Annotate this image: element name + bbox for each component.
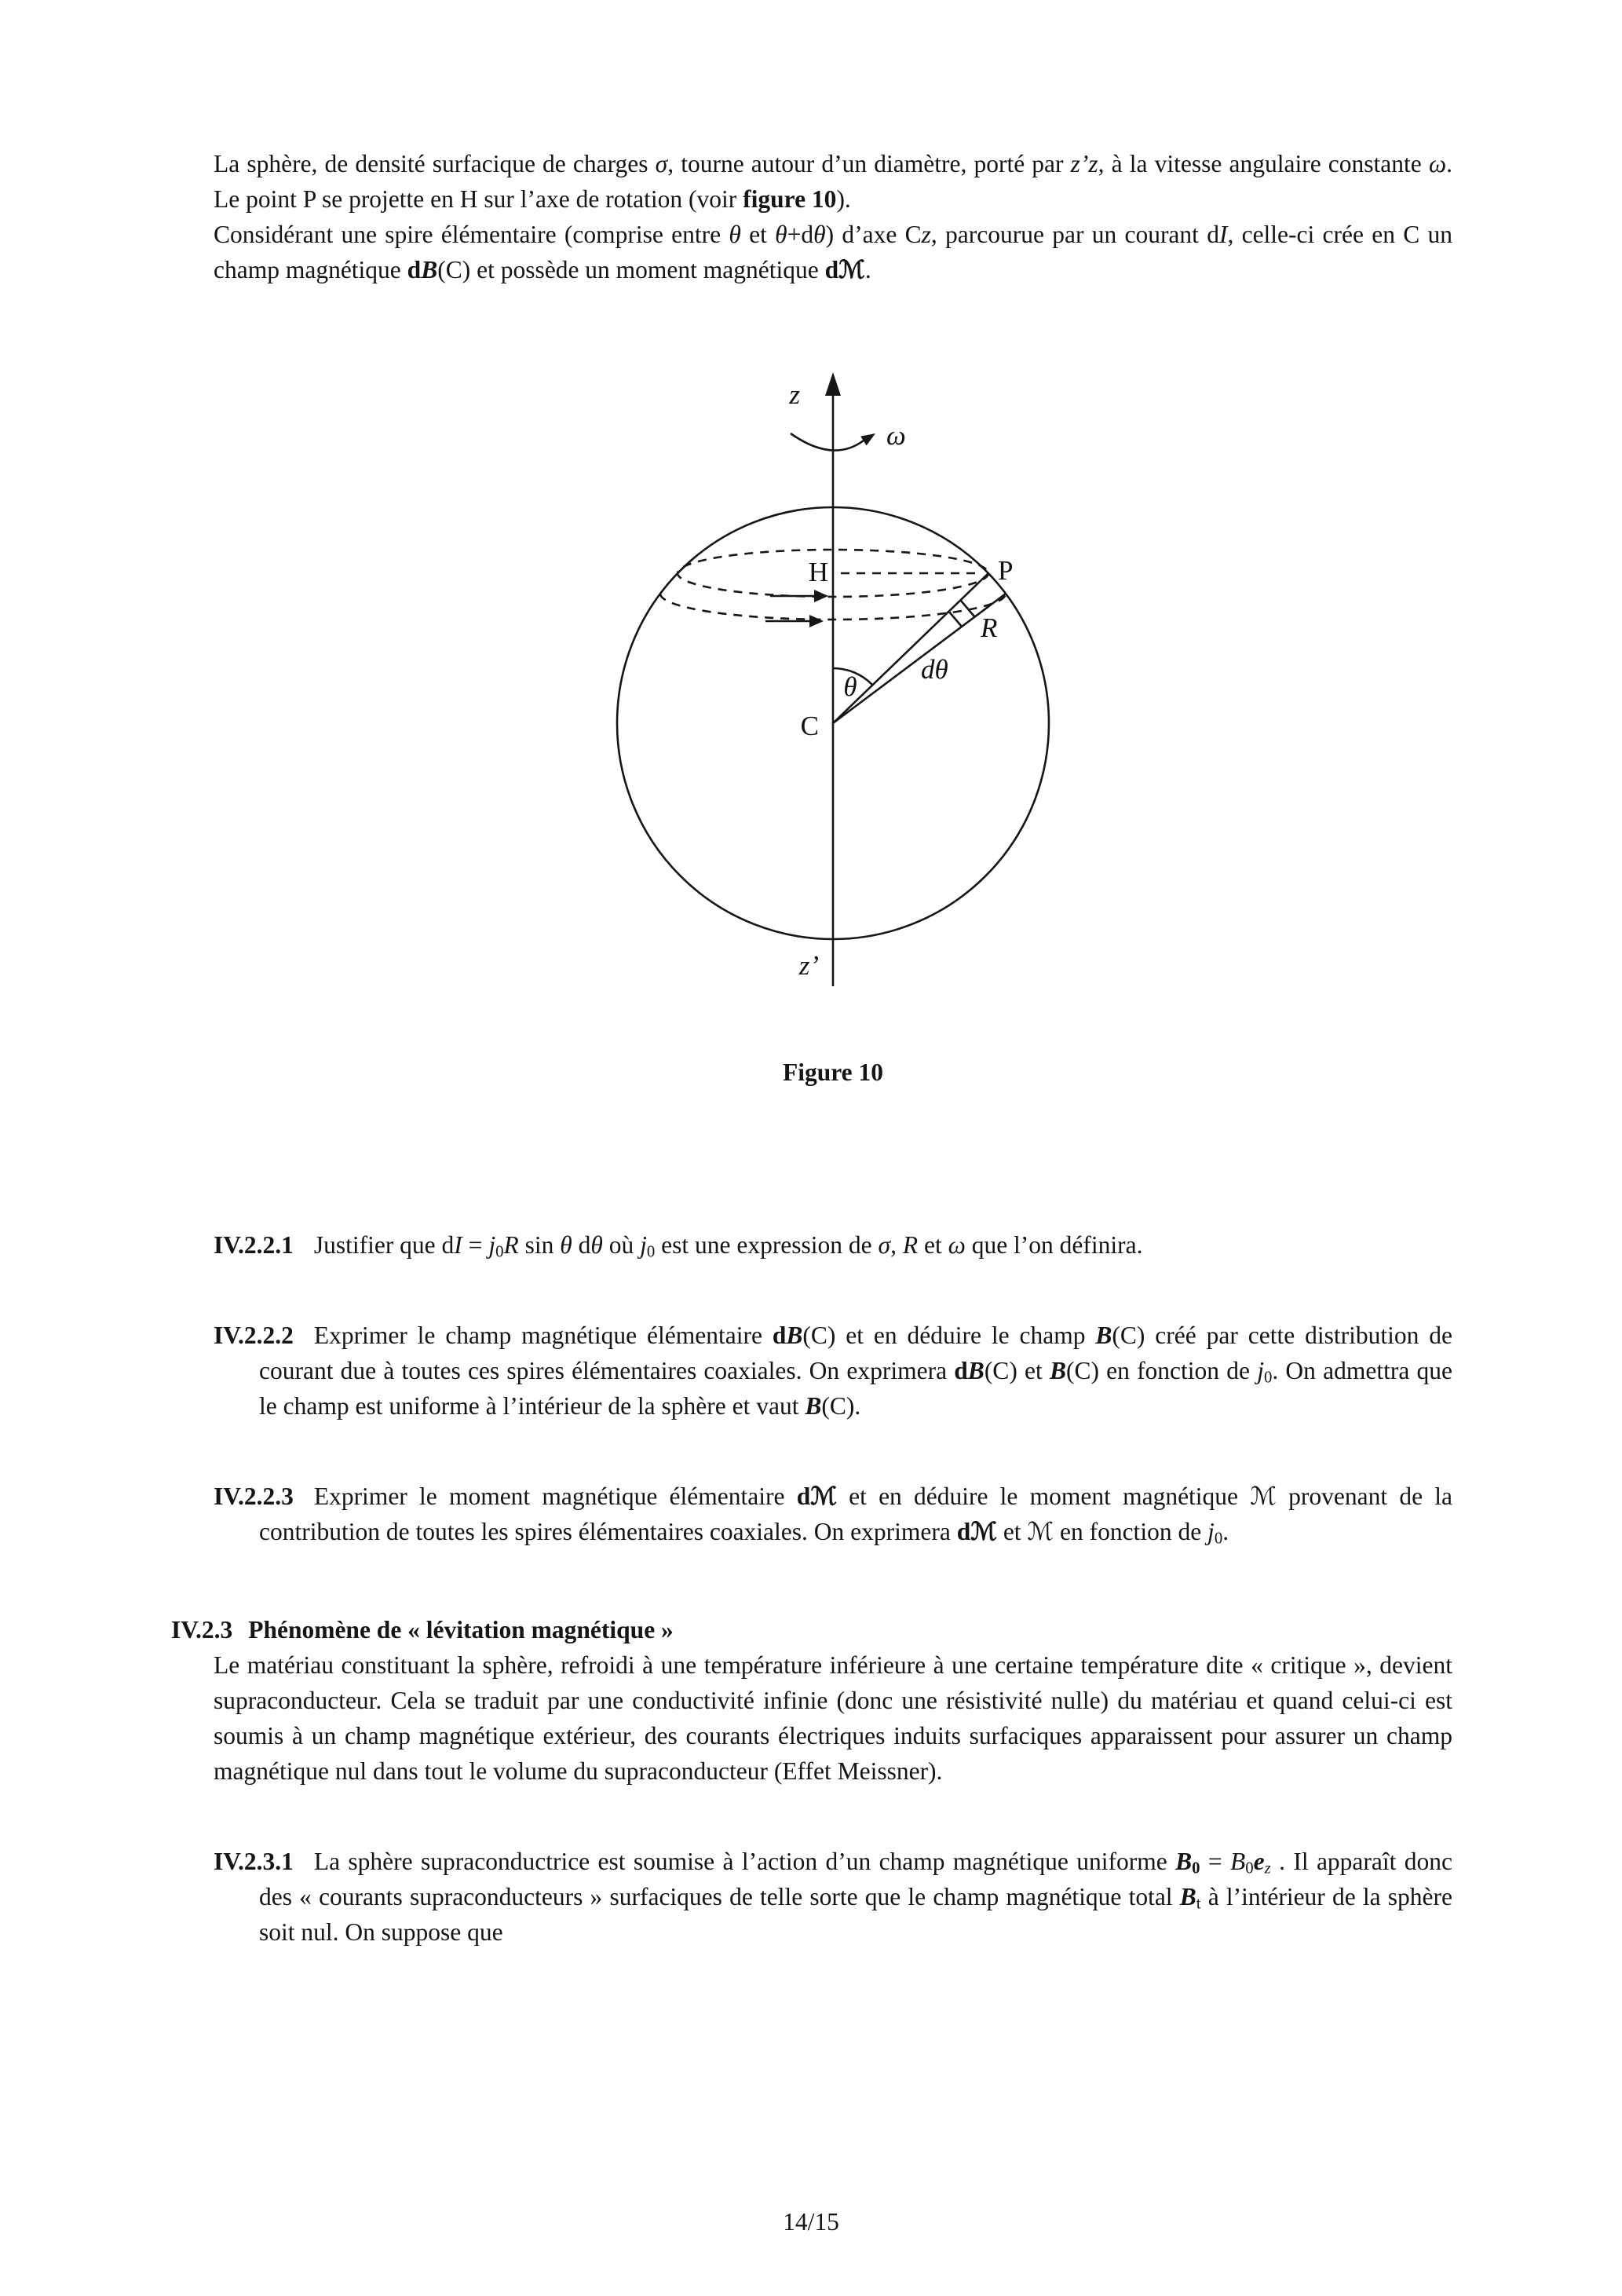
rotation-arrow <box>791 433 864 451</box>
r-label: R <box>981 612 998 643</box>
omega-label: ω <box>886 420 906 451</box>
section-body-paragraph: Le matériau constituant la sphère, refroidi à une température inférieure à une certaine température dite « critique », devient supraconducteur. Cela se traduit par une conductivité infinie (donc une résistivité nulle) du matériau et quand celui-ci est soumis à un champ magnétique extérieur, des courants électriques induits surfaciques apparaissent pour assurer un champ magnétique nul dans tout le volume du supraconducteur (Effet Meissner). <box>214 1651 1452 1785</box>
p-label: P <box>998 555 1014 586</box>
question-number: IV.2.2.2 <box>214 1322 294 1349</box>
section-number: IV.2.3 <box>171 1616 233 1643</box>
c-label: C <box>800 711 819 741</box>
question-iv-2-2-2 <box>214 1318 1452 1424</box>
dtheta-tick-1 <box>948 611 962 627</box>
current-arrowhead-2 <box>809 615 824 627</box>
question-number: IV.2.2.1 <box>214 1231 294 1259</box>
figure-caption: Figure 10 <box>782 1058 884 1086</box>
question-iv-2-3-1 <box>214 1844 1452 1950</box>
radius-c-to-p-prime <box>833 594 1006 723</box>
question-text: Justifier que dI = $j_0R$ sin θ dθ où $j_0$ est une expression de σ, R et ω que l’on définira. <box>313 1231 1143 1261</box>
h-label: H <box>808 557 828 587</box>
question-iv-2-2-3 <box>214 1479 1452 1549</box>
intro-paragraph-2: Considérant une spire élémentaire (comprise entre θ et θ+dθ) d’axe Cz, parcourue par un courant dI, celle-ci crée en C un champ magnétique dB(C) et possède un moment magnétique dℳ. <box>214 221 1453 283</box>
dtheta-label: dθ <box>921 654 948 685</box>
question-number: IV.2.3.1 <box>214 1848 294 1875</box>
rotation-arrowhead <box>860 433 875 445</box>
sphere-diagram <box>511 366 1155 1002</box>
page-number: 14/15 <box>783 2208 839 2236</box>
question-text: La sphère supraconductrice est soumise à l’action d’un champ magnétique uniforme $B_0 = B_0e_z$ . Il apparaît donc des « courants supraconducteurs » surfaciques de telle sorte que le champ magnétique total $B_t$ à l’intérieur de la sphère soit nul. On suppose que <box>259 1848 1452 1946</box>
z-axis-top-label: z <box>789 379 800 410</box>
question-text: Exprimer le moment magnétique élémentaire dℳ et en déduire le moment magnétique ℳ provenant de la contribution de toutes les spires élémentaires coaxiales. On exprimera dℳ et ℳ en fonction de $j_0$. <box>259 1483 1452 1548</box>
intro-paragraph-1: La sphère, de densité surfacique de charges σ, tourne autour d’un diamètre, porté par z’z, à la vitesse angulaire constante ω. Le point P se projette en H sur l’axe de rotation (voir figure 10). <box>214 150 1452 213</box>
current-arrowhead-1 <box>814 590 828 602</box>
theta-label: θ <box>843 671 857 702</box>
z-axis-arrowhead <box>825 372 841 396</box>
section-title: Phénomène de « lévitation magnétique » <box>248 1616 674 1643</box>
question-number: IV.2.2.3 <box>214 1483 294 1510</box>
question-iv-2-2-1 <box>214 1227 1452 1263</box>
question-text: Exprimer le champ magnétique élémentaire dB(C) et en déduire le champ B(C) créé par cette distribution de courant due à toutes ces spires élémentaires coaxiales. On exprimera dB(C) et B(C) en fonction de $j_0$. On admettra que le champ est uniforme à l’intérieur de la sphère et vaut B(C). <box>259 1322 1452 1420</box>
section-heading-iv-2-3 <box>171 1612 1452 1647</box>
z-prime-label: z’ <box>798 950 819 981</box>
figure-10 <box>214 366 1452 1090</box>
